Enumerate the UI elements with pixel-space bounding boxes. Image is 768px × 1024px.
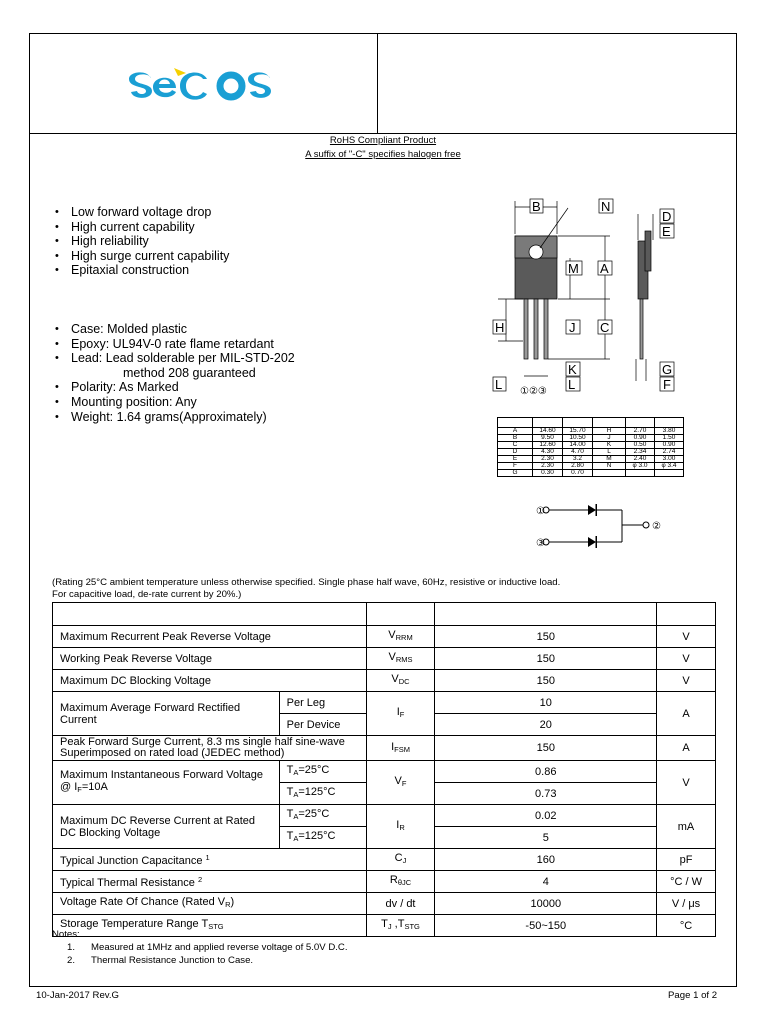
dim-cell: J (593, 435, 626, 442)
symbol-cell: $I_R$ (366, 805, 435, 849)
param-cell: Maximum DC Reverse Current at Rated DC Blocking Voltage (53, 805, 280, 849)
mechanical-list (50, 322, 295, 424)
mech-item: • Case: Molded plastic (50, 322, 295, 337)
rohs-notice (30, 134, 736, 162)
dim-cell: 0.90 (626, 435, 655, 442)
feature-item: • High current capability (50, 220, 229, 235)
dim-cell (593, 470, 626, 477)
dim-cell: F (498, 463, 533, 470)
dim-cell: 10.50 (563, 435, 593, 442)
value-cell: 0.86 (435, 761, 657, 783)
param-cell: Maximum Average Forward Rectified Current (53, 692, 280, 736)
dim-cell: 3.00 (655, 456, 684, 463)
dim-cell: N (593, 463, 626, 470)
dim-cell: 12.60 (533, 442, 563, 449)
dim-label-G: G (662, 362, 673, 377)
param-cell: Maximum DC Blocking Voltage (53, 670, 367, 692)
symbol-cell: $V_F$ (366, 761, 435, 805)
dim-label-C: C (600, 320, 610, 335)
value-cell: 5 (435, 827, 657, 849)
circuit-diagram (536, 500, 676, 550)
diode-2-bar (596, 536, 598, 548)
ratings-table (52, 602, 716, 937)
dim-cell: 2.74 (655, 449, 684, 456)
table-row (53, 849, 716, 871)
dim-cell: 3.80 (655, 428, 684, 435)
table-row (53, 871, 716, 893)
mech-item: • Polarity: As Marked (50, 380, 295, 395)
dim-cell: 0.30 (533, 470, 563, 477)
unit-cell: V (657, 648, 716, 670)
dim-label-D: D (662, 209, 672, 224)
dim-label-K: K (568, 362, 577, 377)
dim-cell: K (593, 442, 626, 449)
dim-cell: A (498, 428, 533, 435)
diode-2-icon (588, 537, 596, 547)
dim-cell: E (498, 456, 533, 463)
header-divider (377, 34, 378, 133)
dim-row (498, 456, 684, 463)
dim-label-L2: L (568, 377, 576, 392)
condition-cell: Per Device (279, 714, 366, 736)
circuit-pin2: ② (652, 521, 661, 532)
feature-item: • High surge current capability (50, 249, 229, 264)
footer-date: 10-Jan-2017 Rev.G (36, 990, 120, 1001)
condition-cell: Per Leg (279, 692, 366, 714)
value-cell: 150 (435, 626, 657, 648)
dim-cell: 2.30 (533, 463, 563, 470)
unit-cell: °C / W (657, 871, 716, 893)
secos-logo (129, 64, 289, 104)
dim-cell: 0.90 (655, 442, 684, 449)
dim-cell: 0.70 (563, 470, 593, 477)
dim-row (498, 463, 684, 470)
dim-cell: φ 3.0 (626, 463, 655, 470)
mech-item: • Epoxy: UL94V-0 rate flame retardant (50, 337, 295, 352)
features-list (50, 205, 229, 278)
table-row (53, 893, 716, 915)
note-1: 1. Measured at 1MHz and applied reverse voltage of 5.0V D.C. (67, 942, 348, 953)
circuit-pin1: ① (536, 506, 545, 517)
dim-label-B: B (532, 199, 541, 214)
param-cell: Storage Temperature Range $T_{STG}$ (53, 915, 367, 937)
dim-row (498, 435, 684, 442)
value-cell: -50~150 (435, 915, 657, 937)
mech-item: • Weight: 1.64 grams(Approximately) (50, 410, 295, 425)
symbol-cell: $V_{DC}$ (366, 670, 435, 692)
symbol-cell: $R_{\theta JC}$ (366, 871, 435, 893)
unit-cell: A (657, 692, 716, 736)
dim-cell: 2.30 (533, 456, 563, 463)
notes-title: Notes: (52, 929, 80, 940)
feature-item: • High reliability (50, 234, 229, 249)
dim-label-J: J (569, 320, 576, 335)
notes-section (52, 928, 348, 967)
mech-item-cont: method 208 guaranteed (123, 365, 256, 380)
dim-cell: C (498, 442, 533, 449)
header-row (30, 34, 736, 134)
rating-note (52, 577, 560, 601)
dim-cell: 4.30 (533, 449, 563, 456)
dim-row (498, 470, 684, 477)
value-cell: 150 (435, 736, 657, 761)
rating-note-line2: For capacitive load, de-rate current by 20%.) (52, 589, 242, 600)
table-row (53, 670, 716, 692)
dim-cell: G (498, 470, 533, 477)
dim-label-H: H (495, 320, 505, 335)
halogen-line: A suffix of "-C" specifies halogen free (305, 149, 461, 160)
param-cell: Typical Thermal Resistance $^2$ (53, 871, 367, 893)
dim-cell: 3.2 (563, 456, 593, 463)
dim-cell: 0.50 (626, 442, 655, 449)
unit-cell: pF (657, 849, 716, 871)
condition-cell: $T_A=25^\circ C$ (279, 761, 366, 783)
dim-label-E: E (662, 224, 671, 239)
unit-cell: mA (657, 805, 716, 849)
param-cell: Maximum Recurrent Peak Reverse Voltage (53, 626, 367, 648)
ratings-header-row (53, 603, 716, 626)
dim-cell: L (593, 449, 626, 456)
table-row (53, 805, 716, 827)
symbol-cell: $I_F$ (366, 692, 435, 736)
symbol-cell: $V_{RMS}$ (366, 648, 435, 670)
diode-1-icon (588, 505, 596, 515)
mech-item (50, 351, 295, 380)
dim-label-F: F (663, 377, 671, 392)
symbol-cell: dv / dt (366, 893, 435, 915)
param-cell: Maximum Instantaneous Forward Voltage @ $I_F=10A$ (53, 761, 280, 805)
table-row (53, 736, 716, 761)
dim-label-M: M (568, 261, 579, 276)
dimension-table (497, 417, 684, 477)
value-cell: 0.73 (435, 783, 657, 805)
unit-cell: V (657, 626, 716, 648)
dim-cell: 2.40 (626, 456, 655, 463)
dim-label-N: N (601, 199, 611, 214)
dim-cell: 2.80 (563, 463, 593, 470)
symbol-cell: $T_J$ $,T_{STG}$ (366, 915, 435, 937)
circuit-pin3: ③ (536, 538, 545, 549)
value-cell: 20 (435, 714, 657, 736)
table-row (53, 626, 716, 648)
note-2: 2. Thermal Resistance Junction to Case. (67, 955, 254, 966)
param-cell: Typical Junction Capacitance $^1$ (53, 849, 367, 871)
dim-cell: 2.34 (626, 449, 655, 456)
dim-cell (626, 470, 655, 477)
dim-cell (655, 470, 684, 477)
feature-item: • Low forward voltage drop (50, 205, 229, 220)
symbol-cell: $I_{FSM}$ (366, 736, 435, 761)
param-cell: Working Peak Reverse Voltage (53, 648, 367, 670)
package-outline-drawing (488, 196, 688, 396)
rohs-line: RoHS Compliant Product (329, 135, 437, 146)
condition-cell: $T_A=25^\circ C$ (279, 805, 366, 827)
dim-cell: D (498, 449, 533, 456)
unit-cell: A (657, 736, 716, 761)
value-cell: 150 (435, 648, 657, 670)
dim-cell: φ 3.4 (655, 463, 684, 470)
value-cell: 10000 (435, 893, 657, 915)
dim-label-L1: L (495, 377, 503, 392)
dim-row (498, 449, 684, 456)
footer-page: Page 1 of 2 (668, 990, 718, 1001)
unit-cell: V (657, 670, 716, 692)
unit-cell: V / μs (657, 893, 716, 915)
dim-cell: H (593, 428, 626, 435)
mech-item-text: Lead: Lead solderable per MIL-STD-202 (71, 351, 295, 366)
unit-cell: V (657, 761, 716, 805)
condition-cell: $T_A=125^\circ C$ (279, 827, 366, 849)
dim-cell: 14.60 (533, 428, 563, 435)
param-cell: Peak Forward Surge Current, 8.3 ms single half sine-wave Superimposed on rated load (JEDEC method) (53, 736, 367, 761)
feature-item: • Epitaxial construction (50, 263, 229, 278)
dim-label-A: A (600, 261, 609, 276)
dim-cell: 2.70 (626, 428, 655, 435)
dim-cell: M (593, 456, 626, 463)
value-cell: 4 (435, 871, 657, 893)
pin-numbers: ①②③ (520, 386, 547, 396)
value-cell: 160 (435, 849, 657, 871)
diode-1-bar (596, 504, 598, 516)
value-cell: 0.02 (435, 805, 657, 827)
dim-cell: 9.50 (533, 435, 563, 442)
unit-cell: °C (657, 915, 716, 937)
mech-item: • Mounting position: Any (50, 395, 295, 410)
table-row (53, 648, 716, 670)
dim-row (498, 428, 684, 435)
table-row (53, 761, 716, 783)
dim-row (498, 442, 684, 449)
value-cell: 150 (435, 670, 657, 692)
condition-cell: $T_A=125^\circ C$ (279, 783, 366, 805)
symbol-cell: $C_J$ (366, 849, 435, 871)
dim-cell: B (498, 435, 533, 442)
value-cell: 10 (435, 692, 657, 714)
dim-cell: 15.70 (563, 428, 593, 435)
rating-note-line1: (Rating 25°C ambient temperature unless otherwise specified. Single phase half wave, 60Hz, resistive or inductive load. (52, 577, 561, 588)
dim-cell: 4.70 (563, 449, 593, 456)
dim-cell: 1.50 (655, 435, 684, 442)
table-row (53, 692, 716, 714)
param-cell: Voltage Rate Of Chance (Rated $V_R$) (53, 893, 367, 915)
symbol-cell: $V_{RRM}$ (366, 626, 435, 648)
dim-cell: 14.00 (563, 442, 593, 449)
